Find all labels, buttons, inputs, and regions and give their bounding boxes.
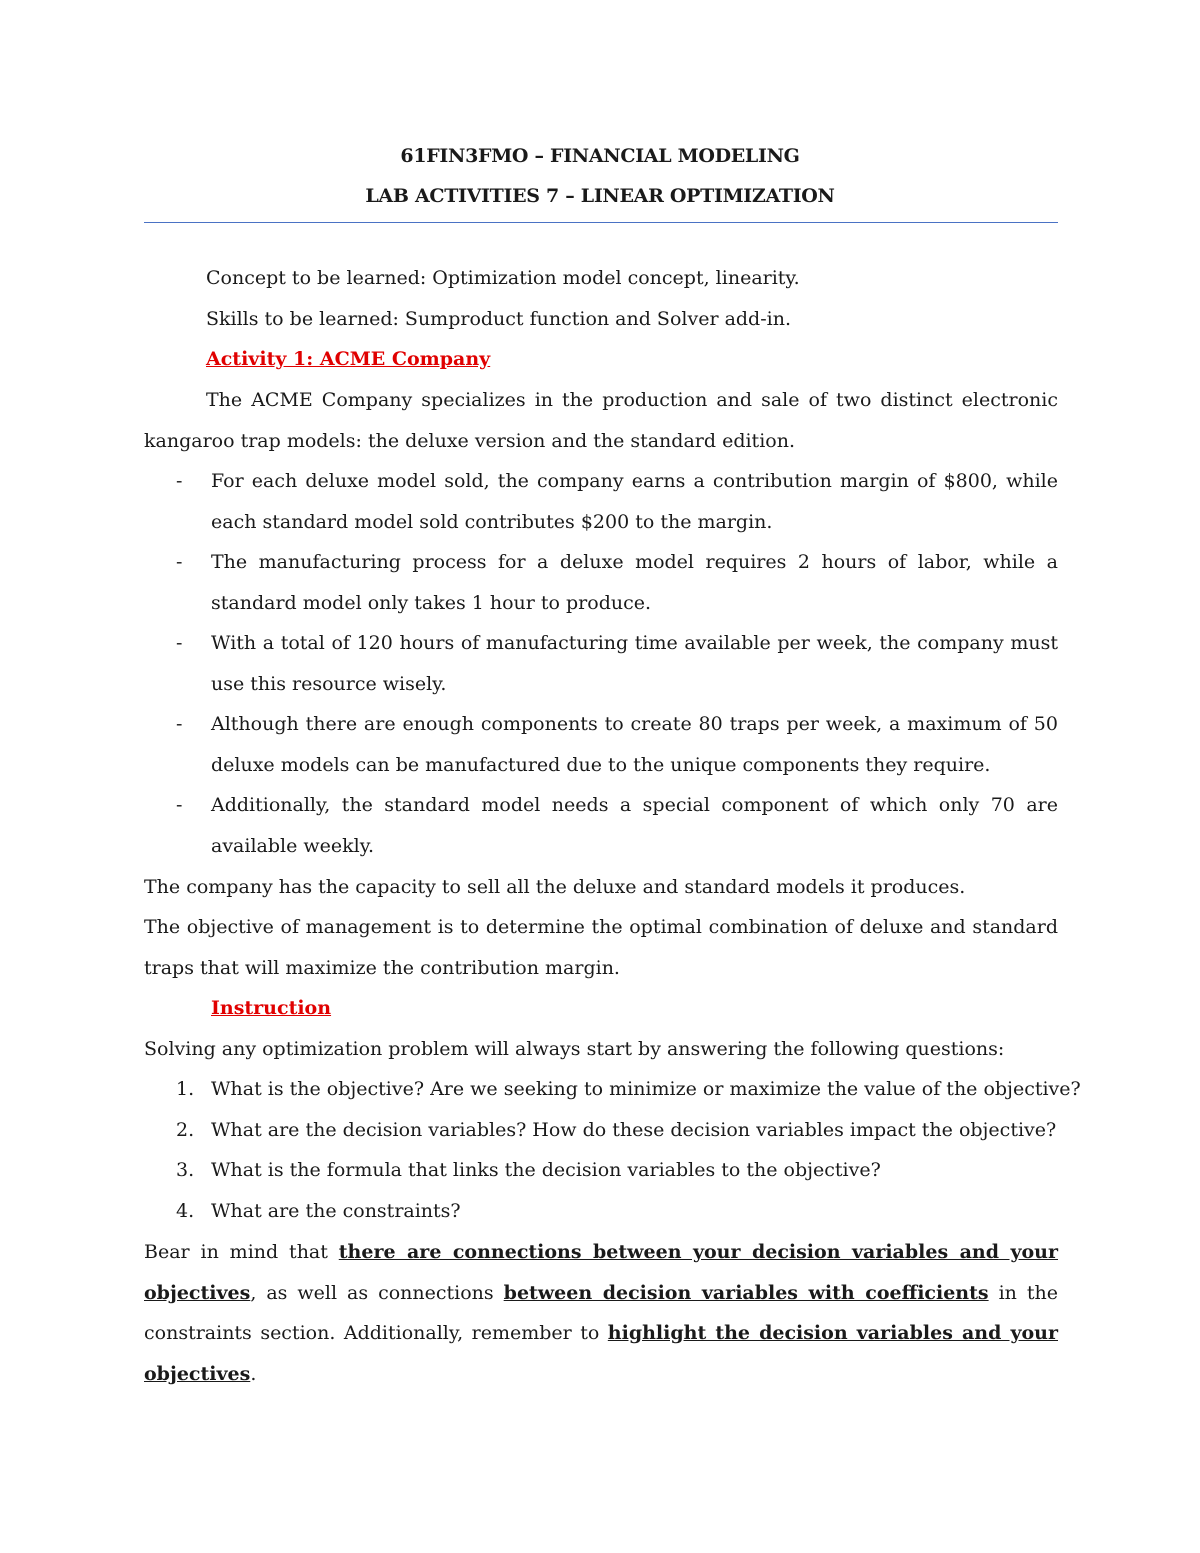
list-item	[144, 542, 1058, 623]
activity-heading: Activity 1: ACME Company	[206, 348, 491, 370]
bullet-marker: -	[176, 551, 183, 573]
closing-text: in the constraints section. Additionally, remember to	[144, 1281, 1058, 1344]
bullet-marker: -	[176, 794, 183, 816]
question-text: What are the constraints?	[211, 1199, 461, 1222]
questions-list	[144, 1069, 1081, 1231]
bullet-marker: -	[176, 632, 183, 654]
closing-paragraph	[144, 1232, 1058, 1394]
list-item	[144, 704, 1058, 785]
list-number: 2.	[176, 1118, 195, 1141]
concept-line: Concept to be learned: Optimization model concept, linearity.	[206, 267, 800, 289]
list-item	[144, 461, 1058, 542]
bullet-text: Although there are enough components to create 80 traps per week, a maximum of 50 deluxe models can be manufactured due to the unique components they require.	[211, 713, 1058, 776]
emphasis-coefficients: between decision variables with coefficients	[503, 1281, 989, 1304]
closing-text: .	[250, 1362, 257, 1385]
lab-title: LAB ACTIVITIES 7 – LINEAR OPTIMIZATION	[365, 185, 835, 207]
capacity-line: The company has the capacity to sell all the deluxe and standard models it produces.	[144, 876, 966, 898]
question-text: What is the formula that links the decision variables to the objective?	[211, 1159, 881, 1181]
requirements-list	[144, 461, 1058, 866]
activity-description: The ACME Company specializes in the production and sale of two distinct electronic kangaroo trap models: the deluxe version and the standard edition.	[144, 389, 1058, 452]
bullet-text: Additionally, the standard model needs a special component of which only 70 are available weekly.	[211, 794, 1058, 857]
bullet-text: The manufacturing process for a deluxe model requires 2 hours of labor, while a standard model only takes 1 hour to produce.	[211, 551, 1058, 614]
list-number: 3.	[176, 1159, 195, 1181]
skills-line: Skills to be learned: Sumproduct function and Solver add-in.	[206, 308, 791, 330]
question-text: What is the objective? Are we seeking to minimize or maximize the value of the objective?	[211, 1078, 1081, 1100]
list-item	[144, 1069, 1081, 1110]
bullet-text: With a total of 120 hours of manufacturing time available per week, the company must use this resource wisely.	[211, 632, 1058, 695]
closing-text: Bear in mind that	[144, 1241, 339, 1263]
objective-paragraph: The objective of management is to determine the optimal combination of deluxe and standard traps that will maximize the contribution margin.	[144, 916, 1058, 979]
header-divider	[144, 222, 1058, 223]
closing-text: , as well as connections	[250, 1281, 504, 1304]
list-item	[144, 1110, 1058, 1151]
question-text: What are the decision variables? How do these decision variables impact the objective?	[211, 1118, 1057, 1141]
bullet-marker: -	[176, 470, 183, 492]
list-item	[144, 785, 1058, 866]
bullet-text: For each deluxe model sold, the company earns a contribution margin of $800, while each standard model sold contributes $200 to the margin.	[211, 470, 1058, 533]
emphasis-connections: there are connections between your decision variables and your objectives	[144, 1241, 1058, 1304]
instruction-lead: Solving any optimization problem will always start by answering the following questions:	[144, 1038, 1005, 1060]
list-number: 1.	[176, 1078, 195, 1100]
instruction-heading: Instruction	[211, 997, 332, 1019]
bullet-marker: -	[176, 713, 183, 735]
list-number: 4.	[176, 1199, 195, 1222]
list-item	[144, 623, 1058, 704]
course-title: 61FIN3FMO – FINANCIAL MODELING	[400, 145, 800, 167]
emphasis-highlight: highlight the decision variables and your objectives	[144, 1322, 1058, 1385]
list-item	[144, 1150, 1058, 1191]
list-item	[144, 1191, 1058, 1232]
